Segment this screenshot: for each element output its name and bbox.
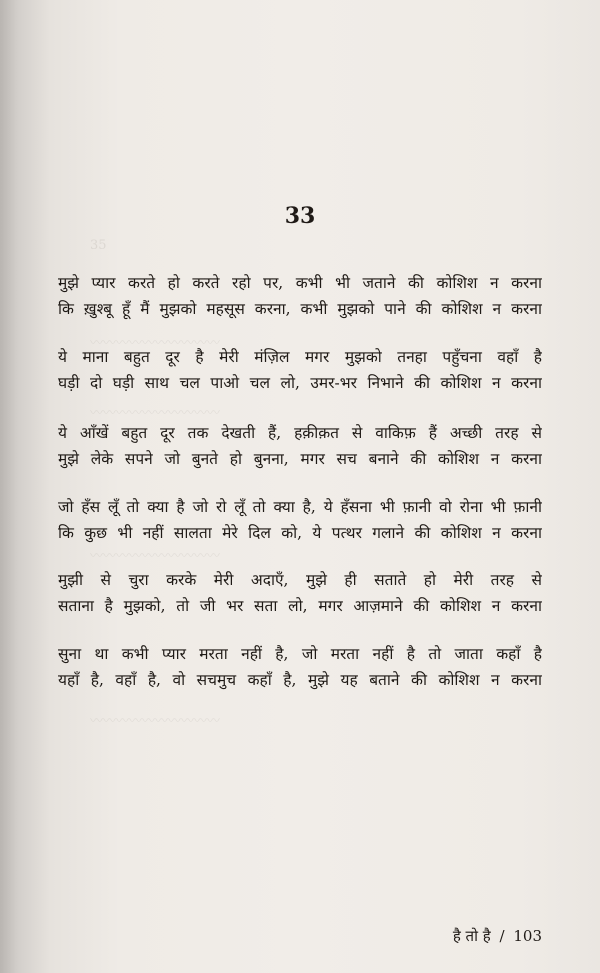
verse-line: मुझे प्यार करते हो करते रहो पर, कभी भी जताने की कोशिश न करना bbox=[58, 274, 542, 292]
show-through-text: 〰〰〰〰〰〰〰〰〰〰 bbox=[90, 714, 221, 729]
show-through-text: 35 bbox=[90, 238, 107, 253]
page-number: 103 bbox=[513, 927, 542, 945]
stanza-1 bbox=[58, 270, 542, 322]
stanza-2 bbox=[58, 344, 542, 396]
poem-number: 33 bbox=[284, 203, 316, 229]
verse-line: कि ख़ुश्बू हूँ मैं मुझको महसूस करना, कभी मुझको पाने की कोशिश न करना bbox=[58, 300, 542, 318]
verse-line: सुना था कभी प्यार मरता नहीं है, जो मरता नहीं है तो जाता कहाँ है bbox=[58, 645, 542, 663]
verse-line: मुझे लेके सपने जो बुनते हो बुनना, मगर सच बनाने की कोशिश न करना bbox=[58, 450, 542, 468]
verse-line: कि कुछ भी नहीं सालता मेरे दिल को, ये पत्थर गलाने की कोशिश न करना bbox=[58, 524, 542, 542]
verse-line: सताना है मुझको, तो जी भर सता लो, मगर आज़माने की कोशिश न करना bbox=[58, 597, 542, 615]
verse-line: यहाँ है, वहाँ है, वो सचमुच कहाँ है, मुझे यह बताने की कोशिश न करना bbox=[58, 671, 542, 689]
stanza-4 bbox=[58, 494, 542, 546]
stanza-3 bbox=[58, 420, 542, 472]
verse-line: जो हँस लूँ तो क्या है जो रो लूँ तो क्या है, ये हँसना भी फ़ानी वो रोना भी फ़ानी bbox=[58, 498, 542, 516]
show-through-text: 〰〰〰〰〰〰〰〰〰〰 bbox=[90, 336, 221, 351]
verse-line: ये आँखें बहुत दूर तक देखती हैं, हक़ीक़त से वाकिफ़ हैं अच्छी तरह से bbox=[58, 424, 542, 442]
verse-line: मुझी से चुरा करके मेरी अदाएँ, मुझे ही सताते हो मेरी तरह से bbox=[58, 571, 542, 589]
show-through-text: 〰〰〰〰〰〰〰〰〰〰 bbox=[90, 549, 221, 564]
stanza-6 bbox=[58, 641, 542, 693]
page-footer bbox=[453, 926, 542, 946]
show-through-text: 〰〰〰〰〰〰〰〰〰〰 bbox=[90, 406, 221, 421]
stanza-5 bbox=[58, 567, 542, 619]
running-title: है तो है bbox=[452, 927, 491, 945]
verse-line: घड़ी दो घड़ी साथ चल पाओ चल लो, उमर-भर निभाने की कोशिश न करना bbox=[58, 374, 542, 392]
footer-separator: / bbox=[499, 927, 505, 945]
verse-line: ये माना बहुत दूर है मेरी मंज़िल मगर मुझको तनहा पहुँचना वहाँ है bbox=[58, 348, 542, 366]
